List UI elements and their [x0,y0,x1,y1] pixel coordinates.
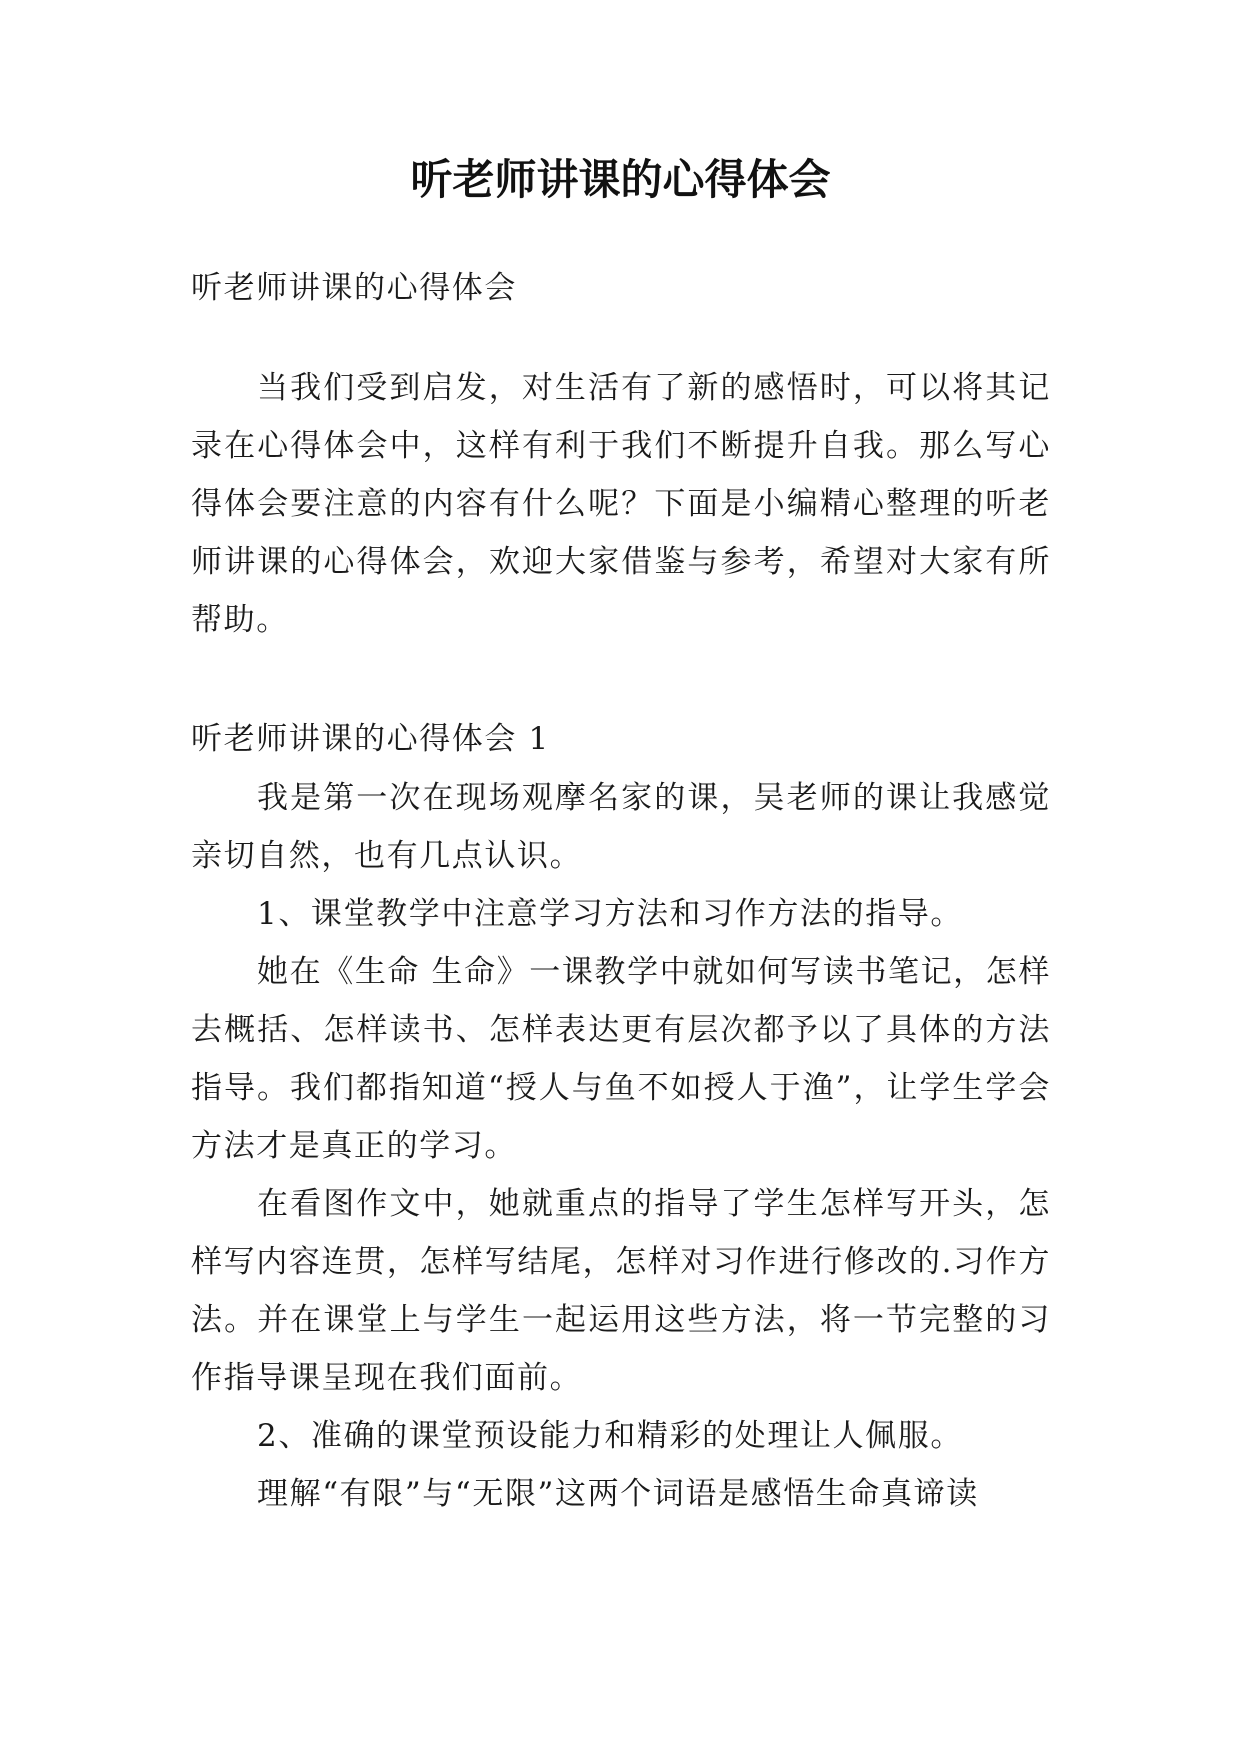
body-paragraph: 1、课堂教学中注意学习方法和习作方法的指导。 [257,896,963,932]
section-heading: 听老师讲课的心得体会 1 [191,721,550,757]
document-subtitle: 听老师讲课的心得体会 [191,270,517,306]
body-paragraph: 理解“有限”与“无限”这两个词语是感悟生命真谛读 [257,1476,979,1512]
body-paragraph: 她在《生命 生命》一课教学中就如何写读书笔记，怎样去概括、怎样读书、怎样表达更有层次都予以了具体的方法指导。我们都指知道“授人与鱼不如授人于渔”，让学生学会方法才是真正的学习。 [191,954,1051,1164]
body-paragraph: 在看图作文中，她就重点的指导了学生怎样写开头，怎样写内容连贯，怎样写结尾，怎样对习作进行修改的.习作方法。并在课堂上与学生一起运用这些方法，将一节完整的习作指导课呈现在我们面前。 [191,1186,1051,1396]
intro-block [191,359,1051,649]
section-block [191,709,1051,1523]
document-title: 听老师讲课的心得体会 [410,155,831,204]
intro-paragraph: 当我们受到启发，对生活有了新的感悟时，可以将其记录在心得体会中，这样有利于我们不断提升自我。那么写心得体会要注意的内容有什么呢？下面是小编精心整理的听老师讲课的心得体会，欢迎大家借鉴与参考，希望对大家有所帮助。 [191,370,1051,638]
body-paragraph: 2、准确的课堂预设能力和精彩的处理让人佩服。 [257,1418,963,1454]
body-paragraph: 我是第一次在现场观摩名家的课，吴老师的课让我感觉亲切自然，也有几点认识。 [191,780,1051,874]
document-subtitle-block [191,258,1051,318]
